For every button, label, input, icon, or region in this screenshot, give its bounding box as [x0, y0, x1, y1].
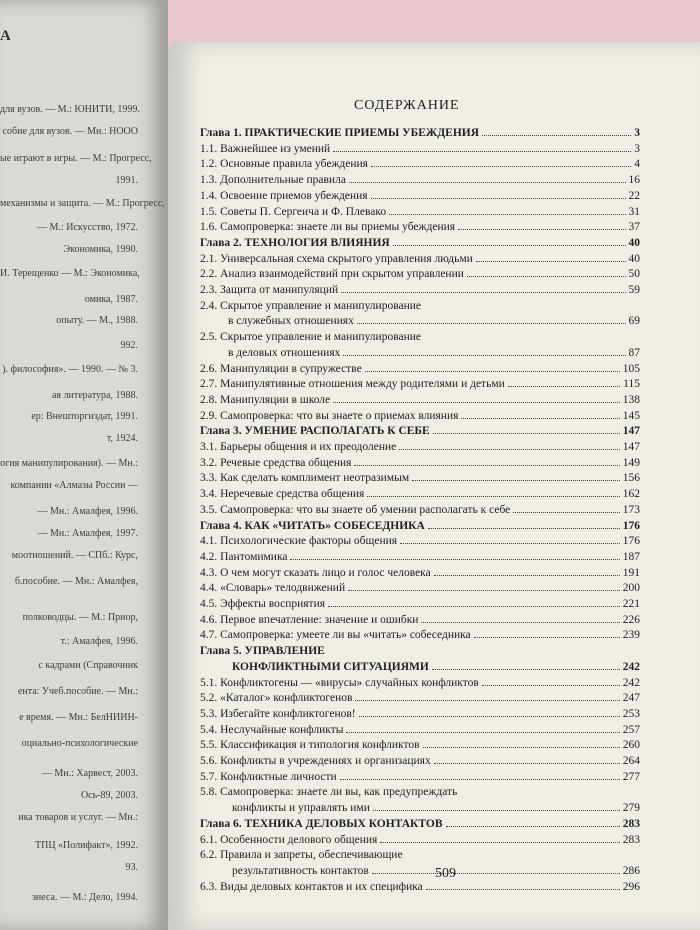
dot-leader [393, 236, 626, 246]
toc-entry-title: 6.1. Особенности делового общения [200, 834, 378, 846]
toc-entry [200, 393, 640, 407]
toc-entry-title: Глава 2. ТЕХНОЛОГИЯ ВЛИЯНИЯ [200, 237, 390, 249]
bibliography-line: 1991. [115, 175, 138, 186]
toc-entry [200, 220, 640, 234]
dot-leader [371, 189, 626, 199]
toc-entry [200, 409, 640, 423]
bibliography-line: для вузов. — М.: ЮНИТИ, 1999. [0, 104, 140, 115]
toc-entry-page: 283 [622, 834, 640, 846]
toc-entry-title: 1.4. Освоение приемов убеждения [200, 190, 368, 202]
dot-leader [446, 817, 620, 827]
toc-chapter [200, 236, 640, 250]
toc-chapter [200, 126, 640, 140]
toc-entry-title: 2.3. Защита от манипуляций [200, 284, 339, 296]
dot-leader [365, 362, 620, 372]
toc-entry-page: 31 [628, 206, 640, 218]
toc-entry [200, 880, 640, 894]
toc-entry [200, 833, 640, 847]
toc-entry-title: Глава 4. КАК «ЧИТАТЬ» СОБЕСЕДНИКА [200, 520, 425, 532]
bibliography-line: ТПЦ «Полифакт», 1992. [35, 840, 138, 851]
dot-leader [400, 534, 620, 544]
toc-entry-title: Глава 6. ТЕХНИКА ДЕЛОВЫХ КОНТАКТОВ [200, 818, 443, 830]
dot-leader [349, 173, 626, 183]
toc-entry-page: 145 [622, 410, 640, 422]
toc-entry-title: 2.6. Манипуляции в супружестве [200, 363, 362, 375]
toc-entry-title: конфликты и управлять ими [232, 802, 370, 814]
bibliography-line: ые играют в игры. — М.: Прогресс, [0, 153, 152, 164]
toc-entry [200, 362, 640, 376]
toc-entry-page: 147 [622, 441, 640, 453]
toc-entry-title: 4.6. Первое впечатление: значение и ошибки [200, 614, 419, 626]
toc-entry-title: 3.4. Неречевые средства общения [200, 488, 365, 500]
toc-chapter [200, 519, 640, 533]
toc-entry-page: 286 [622, 865, 640, 877]
bibliography-line: т, 1924. [106, 433, 138, 444]
bibliography-line: оциально-психологические [21, 738, 138, 749]
dot-leader [432, 660, 620, 670]
toc-title: СОДЕРЖАНИЕ [354, 98, 460, 113]
toc-entry-title: 4.1. Психологические факторы общения [200, 535, 398, 547]
toc-entry-title: 1.6. Самопроверка: знаете ли вы приемы убеждения [200, 221, 456, 233]
bibliography-line: Ось-89, 2003. [80, 790, 138, 801]
dot-leader [328, 597, 620, 607]
toc-entry [200, 157, 640, 171]
toc-entry-page: 4 [634, 158, 640, 170]
toc-entry-title: 5.4. Неслучайные конфликты [200, 724, 344, 736]
toc-entry-title: 3.5. Самопроверка: что вы знаете об умении располагать к себе [200, 504, 511, 516]
toc-entry [200, 142, 640, 156]
toc-entry-page: 50 [628, 268, 640, 280]
toc-entry-title: 5.2. «Каталог» конфликтогенов [200, 692, 353, 704]
dot-leader [359, 707, 620, 717]
dot-leader [482, 126, 631, 136]
dot-leader [474, 628, 620, 638]
bibliography-line: омика, 1987. [84, 294, 138, 305]
dot-leader [355, 691, 619, 701]
toc-entry-title: 5.6. Конфликты в учреждениях и организациях [200, 755, 431, 767]
dot-leader [399, 440, 619, 450]
toc-entry-page: 115 [623, 378, 640, 390]
toc-entry-title: 5.7. Конфликтные личности [200, 771, 337, 783]
toc-entry-page: 3 [634, 143, 640, 155]
bibliography-line: моотношений. — СПб.: Курс, [11, 550, 138, 561]
toc-entry [200, 676, 640, 690]
toc-entry-page: 22 [628, 190, 640, 202]
dot-leader [461, 409, 619, 419]
left-page-heading: А [0, 28, 11, 44]
dot-leader [348, 581, 620, 591]
toc-entry-title: 2.5. Скрытое управление и манипулирование [200, 331, 421, 343]
toc-entry-page: 296 [622, 881, 640, 893]
toc-entry-page: 247 [622, 692, 640, 704]
toc-entry-title: в служебных отношениях [228, 315, 354, 327]
dot-leader [333, 393, 620, 403]
dot-leader [340, 770, 620, 780]
toc-entry-title: 5.5. Классификация и типология конфликтов [200, 739, 420, 751]
toc-entry [200, 613, 640, 627]
dot-leader [357, 314, 626, 324]
bibliography-line: ая литература, 1988. [51, 390, 138, 401]
toc-entry-title: Глава 1. ПРАКТИЧЕСКИЕ ПРИЕМЫ УБЕЖДЕНИЯ [200, 127, 480, 139]
toc-entry-page: 87 [628, 347, 640, 359]
dot-leader [346, 723, 619, 733]
toc-entry [200, 566, 640, 580]
toc-entry [200, 283, 640, 297]
bibliography-line: — Мн.: Амалфея, 1997. [37, 528, 138, 539]
page-number: 509 [435, 866, 456, 881]
toc-entry [200, 456, 640, 470]
toc-entry [200, 738, 640, 752]
toc-entry [200, 707, 640, 721]
dot-leader [412, 471, 620, 481]
toc-entry-title: 2.1. Универсальная схема скрытого управления людьми [200, 253, 473, 265]
bibliography-line: ика товаров и услуг. — Мн.: [18, 812, 138, 823]
toc-entry-title: 4.5. Эффекты восприятия [200, 598, 326, 610]
bibliography-line: — Мн.: Харвест, 2003. [41, 768, 138, 779]
bibliography-line: опыту. — М., 1988. [56, 315, 138, 326]
dot-leader [428, 519, 620, 529]
toc-entry-title: 6.2. Правила и запреты, обеспечивающие [200, 849, 403, 861]
toc-entry-title: 2.7. Манипулятивные отношения между родителями и детьми [200, 378, 505, 390]
dot-leader [373, 801, 620, 811]
toc-entry-page: 239 [622, 629, 640, 641]
toc-entry-title: 5.1. Конфликтогены — «вирусы» случайных конфликтов [200, 677, 479, 689]
toc-entry-page: 40 [628, 253, 640, 265]
toc-entry-title: Глава 3. УМЕНИЕ РАСПОЛАГАТЬ К СЕБЕ [200, 425, 430, 437]
bibliography-line: механизмы и защита. — М.: Прогресс, [0, 198, 165, 209]
dot-leader [434, 754, 620, 764]
toc-entry-page: 253 [622, 708, 640, 720]
bibliography-line: б.пособие. — Мн.: Амалфея, [14, 576, 138, 587]
toc-entry-page: 187 [622, 551, 640, 563]
bibliography-line: т.: Амалфея, 1996. [60, 636, 138, 647]
toc-entry [200, 205, 640, 219]
toc-entry [200, 581, 640, 595]
bibliography-line: знеса. — М.: Дело, 1994. [31, 892, 138, 903]
toc-entry [200, 723, 640, 737]
toc-entry [200, 440, 640, 454]
toc-entry-title: 2.8. Манипуляции в школе [200, 394, 331, 406]
toc-entry-title: КОНФЛИКТНЫМИ СИТУАЦИЯМИ [232, 661, 429, 673]
toc-entry-title: 1.1. Важнейшее из умений [200, 143, 331, 155]
toc-entry-page: 277 [622, 771, 640, 783]
toc-entry-title: 4.3. О чем могут сказать лицо и голос человека [200, 567, 431, 579]
toc-entry [200, 330, 640, 344]
toc-entry-title: 4.7. Самопроверка: умеете ли вы «читать» собеседника [200, 629, 471, 641]
toc-entry-title: 5.8. Самопроверка: знаете ли вы, как предупреждать [200, 786, 458, 798]
dot-leader [476, 252, 626, 262]
toc-entry-title: 1.3. Дополнительные правила [200, 174, 346, 186]
dot-leader [467, 267, 626, 277]
bibliography-line: е время. — Мн.: БелНИИН- [19, 712, 138, 723]
toc-entry-title: в деловых отношениях [228, 347, 341, 359]
toc-entry-page: 176 [622, 535, 640, 547]
dot-leader [333, 142, 631, 152]
bibliography-line: огия манипулирования). — Мн.: [0, 458, 138, 469]
toc-entry-page: 200 [622, 582, 640, 594]
toc-entry-page: 242 [622, 661, 640, 673]
toc-entry [232, 801, 640, 815]
bibliography-line: — Мн.: Амалфея, 1996. [37, 506, 138, 517]
dot-leader [371, 157, 631, 167]
toc-entry-page: 156 [622, 472, 640, 484]
toc-entry [200, 785, 640, 799]
toc-entry-page: 221 [622, 598, 640, 610]
toc-entry [200, 770, 640, 784]
toc-entry-title: 1.5. Советы П. Сергеича и Ф. Плевако [200, 206, 387, 218]
toc-entry-title: 2.4. Скрытое управление и манипулирование [200, 300, 421, 312]
bibliography-line: 992. [120, 340, 138, 351]
dot-leader [380, 833, 619, 843]
toc-entry [200, 487, 640, 501]
toc-entry-title: 3.2. Речевые средства общения [200, 457, 352, 469]
toc-entry-page: 283 [622, 818, 640, 830]
toc-entry-page: 264 [622, 755, 640, 767]
toc-entry-page: 40 [628, 237, 640, 249]
bibliography-line: полководцы. — М.: Приор, [22, 612, 138, 623]
bibliography-line: ента: Учеб.пособие. — Мн.: [17, 686, 138, 697]
toc-entry-page: 279 [622, 802, 640, 814]
bibliography-line: с кадрами (Справочник [38, 660, 138, 671]
toc-entry-page: 37 [628, 221, 640, 233]
toc-entry [200, 534, 640, 548]
toc-entry-page: 16 [628, 174, 640, 186]
toc-entry [200, 550, 640, 564]
toc-entry-page: 176 [622, 520, 640, 532]
toc-chapter [200, 424, 640, 438]
toc-entry-page: 162 [622, 488, 640, 500]
toc-entry-title: результативность контактов [232, 865, 369, 877]
dot-leader [341, 283, 625, 293]
bibliography-line: — М.: Искусство, 1972. [37, 222, 138, 233]
toc-entry [200, 503, 640, 517]
toc-entry-page: 260 [622, 739, 640, 751]
bibliography-line: ). философия». — 1990. — № 3. [2, 364, 138, 375]
toc-entry-page: 105 [622, 363, 640, 375]
toc-entry [200, 189, 640, 203]
toc-entry-page: 59 [628, 284, 640, 296]
left-page [0, 0, 168, 930]
toc-chapter [200, 644, 640, 658]
toc-entry [200, 597, 640, 611]
toc-entry [200, 173, 640, 187]
toc-entry-page: 242 [622, 677, 640, 689]
bibliography-line: ер: Внешторгиздат, 1991. [31, 411, 138, 422]
dot-leader [367, 487, 619, 497]
dot-leader [290, 550, 619, 560]
dot-leader [389, 205, 625, 215]
toc-entry-title: 3.3. Как сделать комплимент неотразимым [200, 472, 410, 484]
toc-entry [200, 299, 640, 313]
toc-chapter [232, 660, 640, 674]
dot-leader [354, 456, 619, 466]
toc-entry-title: 5.3. Избегайте конфликтогенов! [200, 708, 356, 720]
dot-leader [458, 220, 625, 230]
bibliography-line: собие для вузов. — Мн.: НООО [2, 126, 138, 137]
dot-leader [513, 503, 620, 513]
toc-entry [200, 377, 640, 391]
toc-entry [200, 252, 640, 266]
bibliography-line: И. Терещенко — М.: Экономика, [0, 268, 140, 279]
dot-leader [423, 738, 620, 748]
toc-entry-title: 2.9. Самопроверка: что вы знаете о приемах влияния [200, 410, 459, 422]
toc-entry-title: Глава 5. УПРАВЛЕНИЕ [200, 645, 325, 657]
toc-entry [200, 848, 640, 862]
toc-entry-page: 138 [622, 394, 640, 406]
toc-entry [200, 471, 640, 485]
toc-entry-page: 257 [622, 724, 640, 736]
bibliography-line: Экономика, 1990. [63, 244, 138, 255]
bibliography-line: компании «Алмазы России — [10, 480, 138, 491]
toc-entry-title: 1.2. Основные правила убеждения [200, 158, 368, 170]
dot-leader [372, 864, 620, 874]
toc-chapter [200, 817, 640, 831]
dot-leader [508, 377, 620, 387]
toc-entry-page: 149 [622, 457, 640, 469]
toc-entry-title: 2.2. Анализ взаимодействий при скрытом управлении [200, 268, 464, 280]
dot-leader [482, 676, 620, 686]
toc-entry [228, 346, 640, 360]
toc-entry-page: 191 [622, 567, 640, 579]
toc-entry [200, 691, 640, 705]
dot-leader [434, 566, 620, 576]
toc-entry-title: 3.1. Барьеры общения и их преодоление [200, 441, 397, 453]
dot-leader [421, 613, 619, 623]
toc-entry-page: 3 [634, 127, 640, 139]
toc-entry-page: 226 [622, 614, 640, 626]
dot-leader [343, 346, 625, 356]
toc-entry [200, 267, 640, 281]
toc-entry-page: 173 [622, 504, 640, 516]
toc-entry-title: 6.3. Виды деловых контактов и их специфика [200, 881, 423, 893]
toc-entry-page: 147 [622, 425, 640, 437]
bibliography-line: 93. [125, 862, 138, 873]
toc-entry [200, 628, 640, 642]
dot-leader [433, 424, 620, 434]
toc-entry [228, 314, 640, 328]
toc-entry-title: 4.4. «Словарь» телодвижений [200, 582, 346, 594]
toc-entry-page: 69 [628, 315, 640, 327]
toc-entry-title: 4.2. Пантомимика [200, 551, 288, 563]
toc-entry [200, 754, 640, 768]
